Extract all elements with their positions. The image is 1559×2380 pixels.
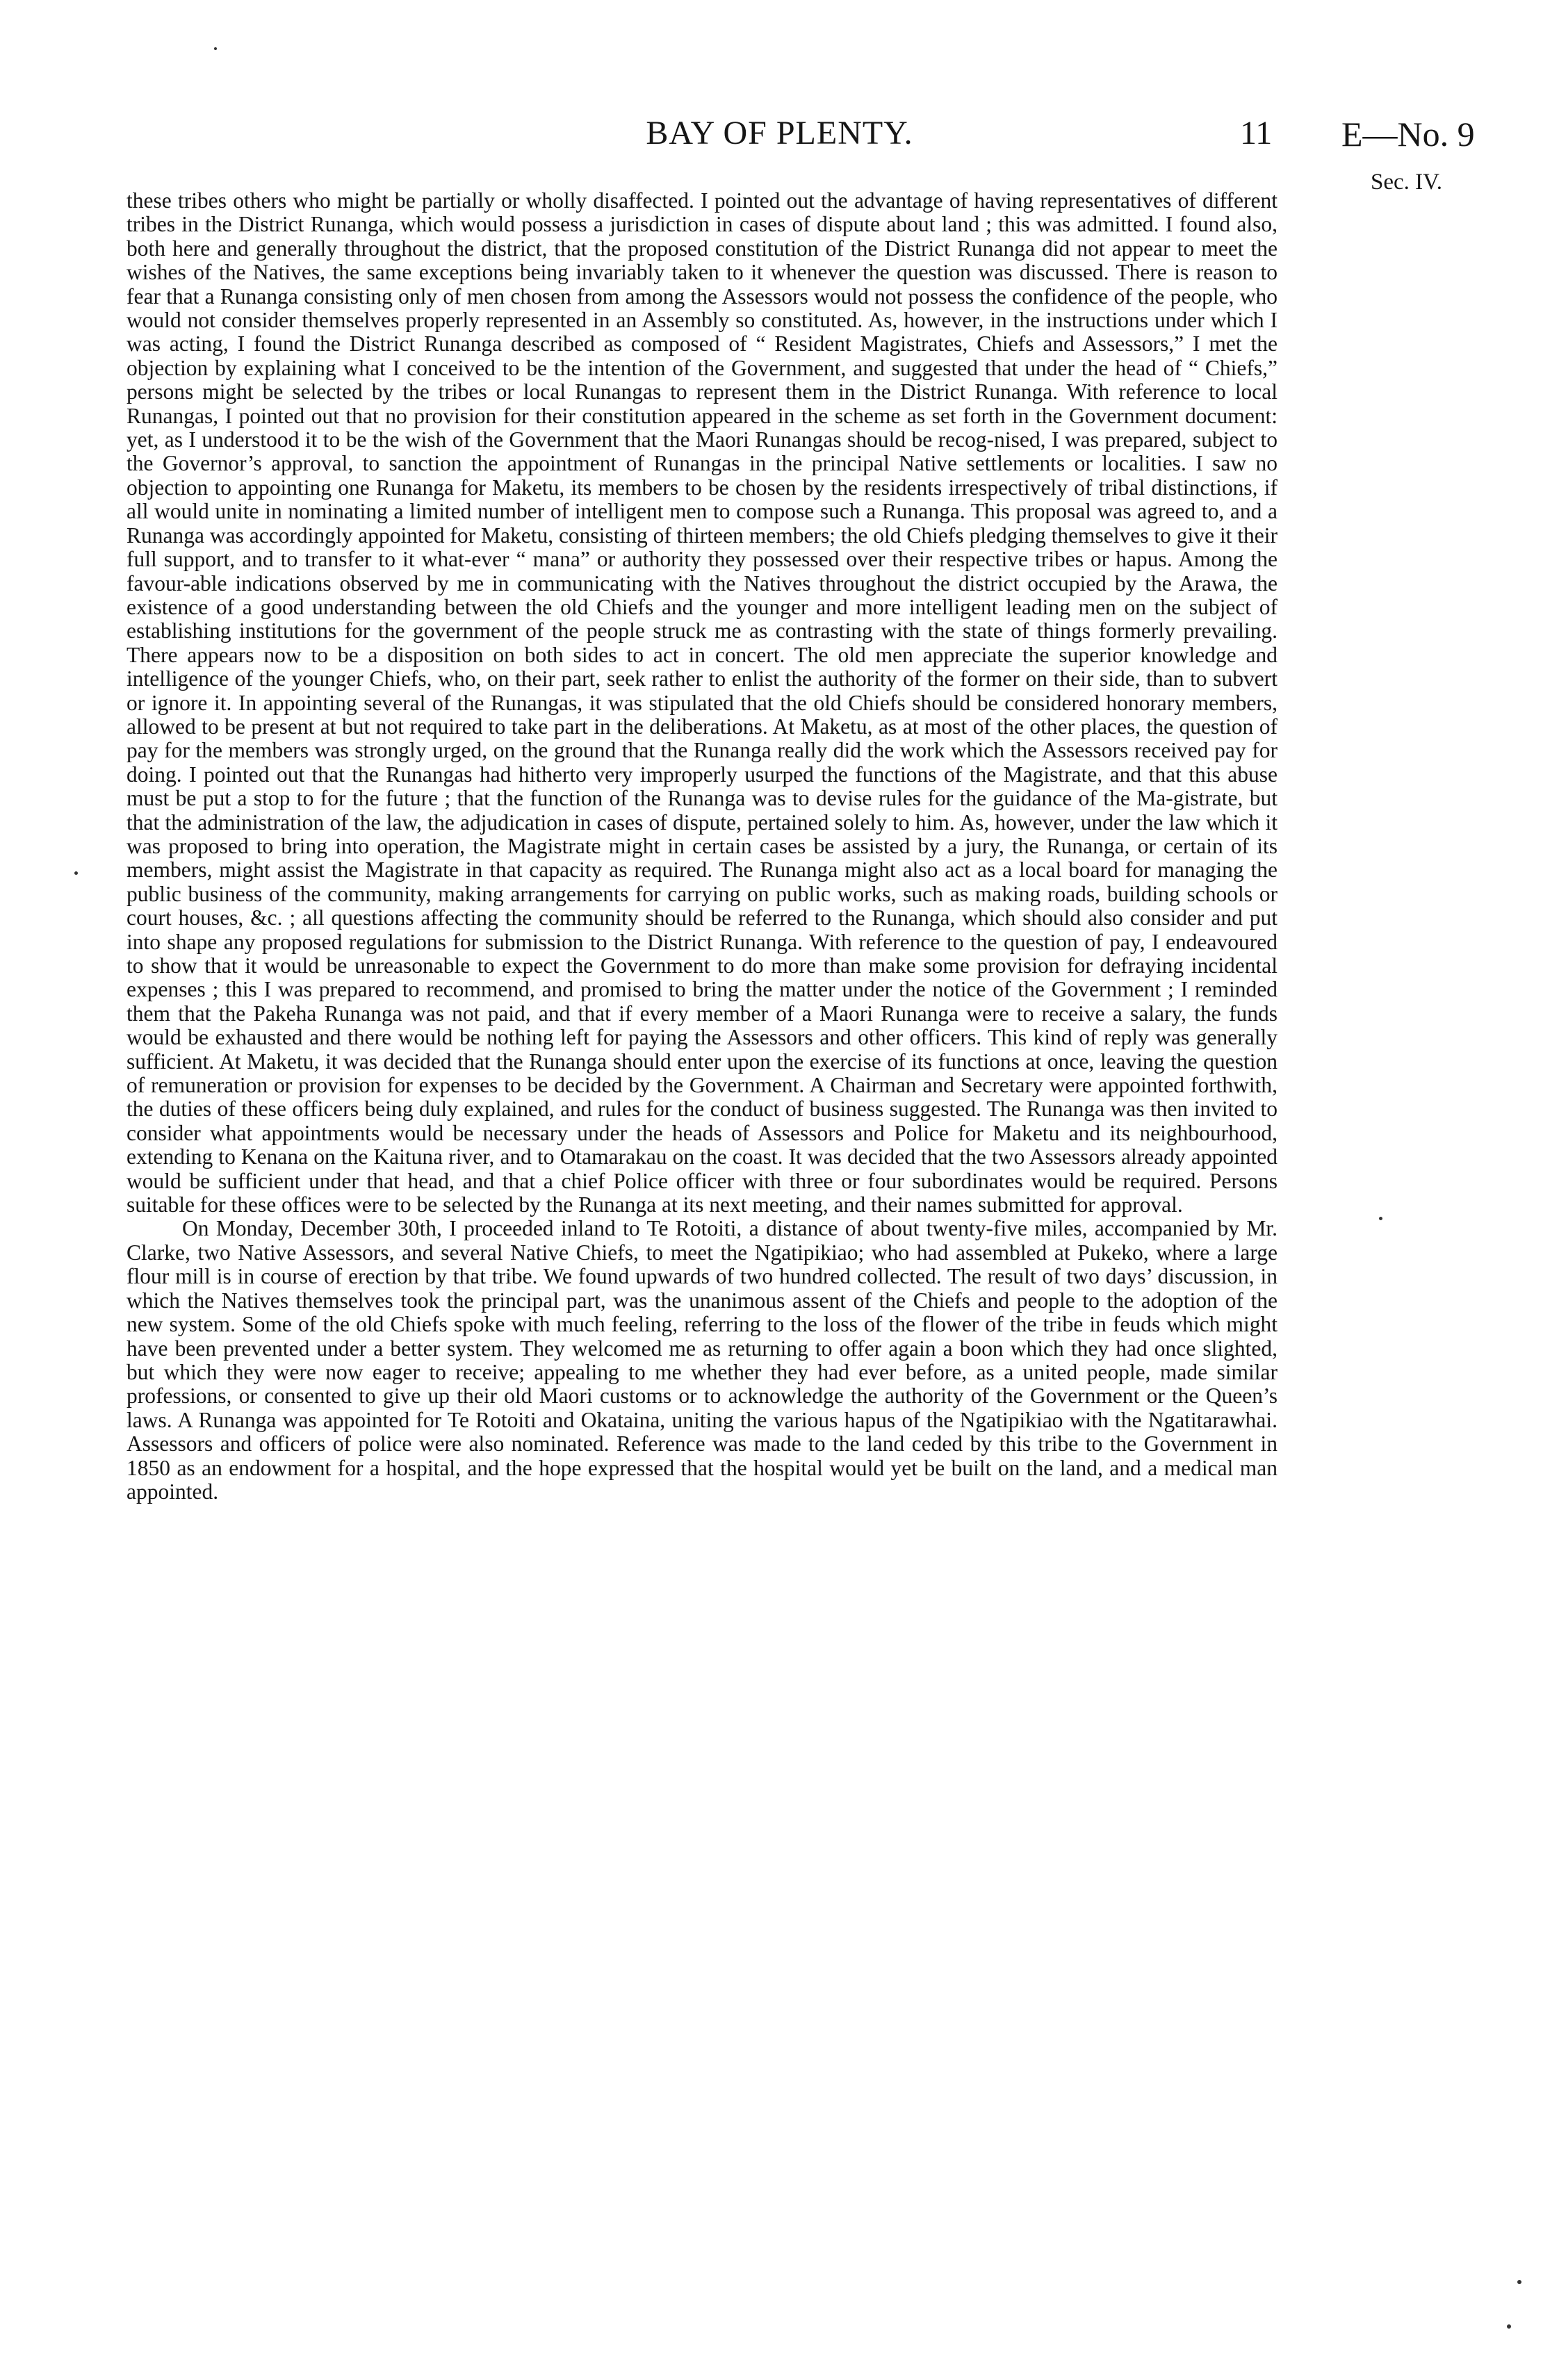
stray-mark bbox=[1517, 2280, 1521, 2284]
stray-mark bbox=[1507, 2324, 1511, 2329]
section-reference: Sec. IV. bbox=[1371, 170, 1442, 195]
page-title: BAY OF PLENTY. bbox=[646, 115, 913, 151]
stray-mark bbox=[74, 871, 78, 875]
paragraph: these tribes others who might be partially or wholly disaffected. I pointed out the advantage of having representatives of different tribes in the District Runanga, which would possess a jurisdiction in cases of dispute about land ; this was admitted. I found also, both here and generally throughout the district, that the proposed constitution of the District Runanga did not appear to meet the wishes of the Natives, the same exceptions being invariably taken to it whenever the question was discussed. There is reason to fear that a Runanga consisting only of men chosen from among the Assessors would not possess the confidence of the people, who would not consider themselves properly represented in an Assembly so constituted. As, however, in the instructions under which I was acting, I found the District Runanga described as composed of “ Resident Magistrates, Chiefs and Assessors,” I met the objection by explaining what I conceived to be the intention of the Government, and suggested that under the head of “ Chiefs,” persons might be selected by the tribes or local Runangas to represent them in the District Runanga. With reference to local Runangas, I pointed out that no provision for their constitution appeared in the scheme as set forth in the Government document: yet, as I understood it to be the wish of the Government that the Maori Runangas should be recog-nised, I was prepared, subject to the Governor’s approval, to sanction the appointment of Runangas in the principal Native settlements or localities. I saw no objection to appointing one Runanga for Maketu, its members to be chosen by the residents irrespectively of tribal distinctions, if all would unite in nominating a limited number of intelligent men to compose such a Runanga. This proposal was agreed to, and a Runanga was accordingly appointed for Maketu, consisting of thirteen members; the old Chiefs pledging themselves to give it their full support, and to transfer to it what-ever “ mana” or authority they possessed over their respective tribes or hapus. Among the favour-able indications observed by me in communicating with the Natives throughout the district occupied by the Arawa, the existence of a good understanding between the old Chiefs and the younger and more intelligent leading men on the subject of establishing institutions for the government of the people struck me as contrasting with the state of things formerly prevailing. There appears now to be a disposition on both sides to act in concert. The old men appreciate the superior knowledge and intelligence of the younger Chiefs, who, on their part, seek rather to enlist the authority of the former on their side, than to subvert or ignore it. In appointing several of the Runangas, it was stipulated that the old Chiefs should be considered honorary members, allowed to be present at but not required to take part in the deliberations. At Maketu, as at most of the other places, the question of pay for the members was strongly urged, on the ground that the Runanga really did the work which the Assessors received pay for doing. I pointed out that the Runangas had hitherto very improperly usurped the functions of the Magistrate, and that this abuse must be put a stop to for the future ; that the function of the Runanga was to devise rules for the guidance of the Ma-gistrate, but that the administration of the law, the adjudication in cases of dispute, pertained solely to him. As, however, under the law which it was proposed to bring into operation, the Magistrate might in certain cases be assisted by a jury, the Runanga, or certain of its members, might assist the Magistrate in that capacity as required. The Runanga might also act as a local board for managing the public business of the community, making arrangements for carrying on public works, such as making roads, building schools or court houses, &c. ; all questions affecting the community should be referred to the Runanga, which should also consider and put into shape any proposed regulations for submission to the District Runanga. With reference to the question of pay, I endeavoured to show that it would be unreasonable to expect the Government to do more than make some provision for defraying incidental expenses ; this I was prepared to recommend, and promised to bring the matter under the notice of the Government ; I reminded them that the Pakeha Runanga was not paid, and that if every member of a Maori Runanga were to receive a salary, the funds would be exhausted and there would be nothing left for paying the Assessors and other officers. This kind of reply was generally sufficient. At Maketu, it was decided that the Runanga should enter upon the exercise of its functions at once, leaving the question of remuneration or provision for expenses to be decided by the Government. A Chairman and Secretary were appointed forthwith, the duties of these officers being duly explained, and rules for the conduct of business suggested. The Runanga was then invited to consider what appointments would be necessary under the heads of Assessors and Police for Maketu and its neighbourhood, extending to Kenana on the Kaituna river, and to Otamarakau on the coast. It was decided that the two Assessors already appointed would be sufficient under that head, and that a chief Police officer with three or four subordinates would be required. Persons suitable for these offices were to be selected by the Runanga at its next meeting, and their names submitted for approval. bbox=[126, 188, 1278, 1217]
body-text bbox=[126, 189, 1278, 1504]
stray-mark bbox=[214, 47, 217, 50]
paragraph: On Monday, December 30th, I proceeded inland to Te Rotoiti, a distance of about twenty-five miles, accompanied by Mr. Clarke, two Native Assessors, and several Native Chiefs, to meet the Ngatipikiao; who had assembled at Pukeko, where a large flour mill is in course of erection by that tribe. We found upwards of two hundred collected. The result of two days’ discussion, in which the Natives themselves took the principal part, was the unanimous assent of the Chiefs and people to the adoption of the new system. Some of the old Chiefs spoke with much feeling, referring to the loss of the flower of the tribe in feuds which might have been prevented under a better system. They welcomed me as returning to offer again a boon which they had once slighted, but which they were now eager to receive; appealing to me whether they had ever before, as a united people, made similar professions, or consented to give up their old Maori customs or to acknowledge the authority of the Government or the Queen’s laws. A Runanga was appointed for Te Rotoiti and Okataina, uniting the various hapus of the Ngatipikiao with the Ngatitarawhai. Assessors and officers of police were also nominated. Reference was made to the land ceded by this tribe to the Government in 1850 as an endowment for a hospital, and the hope expressed that the hospital would yet be built on the land, and a medical man appointed. bbox=[126, 1216, 1278, 1504]
document-reference: E—No. 9 bbox=[1341, 115, 1475, 154]
page-number: 11 bbox=[1240, 115, 1273, 151]
stray-mark bbox=[1379, 1217, 1382, 1220]
